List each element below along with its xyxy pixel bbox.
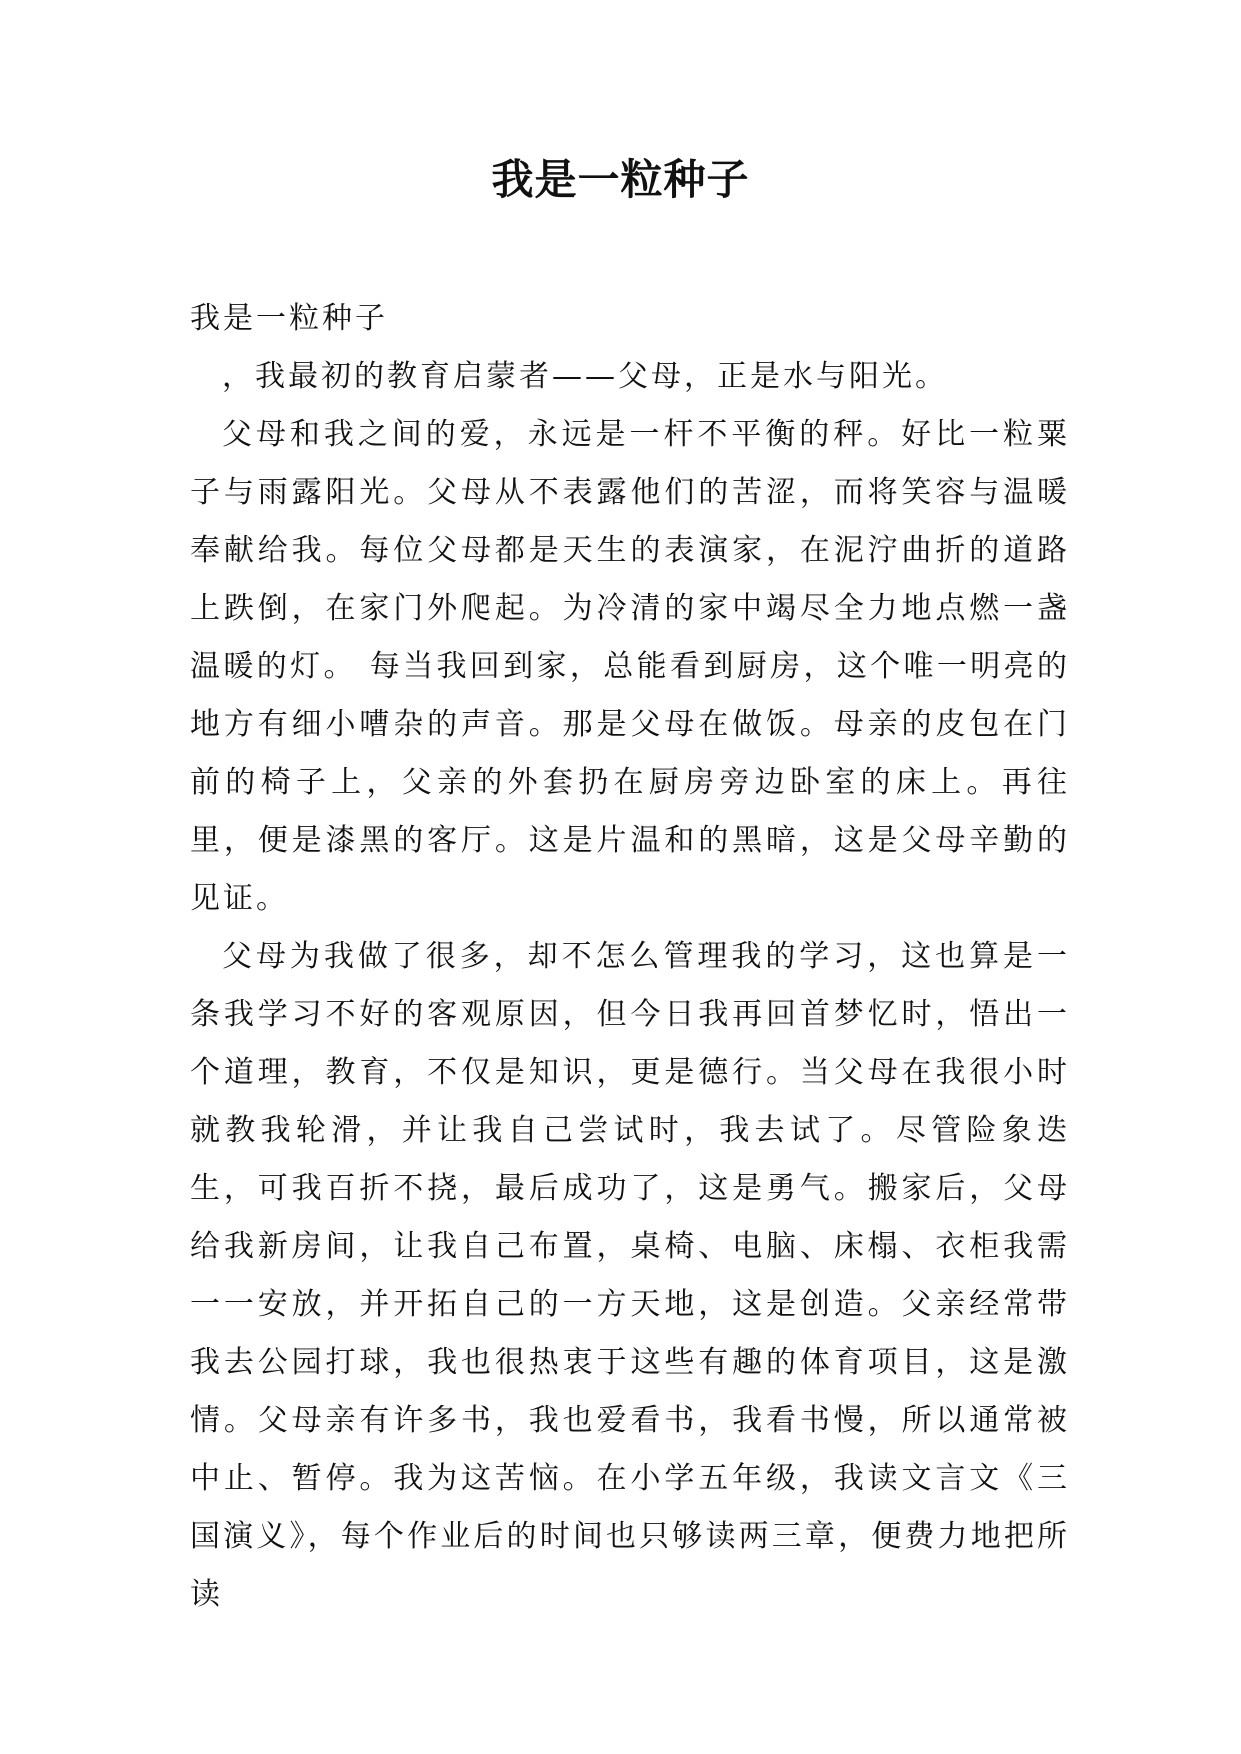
document-body <box>190 290 1070 1624</box>
paragraph: 父母为我做了很多，却不怎么管理我的学习，这也算是一条我学习不好的客观原因，但今日我再回首梦忆时，悟出一个道理，教育，不仅是知识，更是德行。当父母在我很小时就教我轮滑，并让我自己尝试时，我去试了。尽管险象迭生，可我百折不挠，最后成功了，这是勇气。搬家后，父母给我新房间，让我自己布置，桌椅、电脑、床榻、衣柜我需一一安放，并开拓自己的一方天地，这是创造。父亲经常带我去公园打球，我也很热衷于这些有趣的体育项目，这是激情。父母亲有许多书，我也爱看书，我看书慢，所以通常被中止、暂停。我为这苦恼。在小学五年级，我读文言文《三国演义》，每个作业后的时间也只够读两三章，便费力地把所读 <box>190 939 1070 1612</box>
paragraph: 父母和我之间的爱，永远是一杆不平衡的秤。好比一粒粟子与雨露阳光。父母从不表露他们的苦涩，而将笑容与温暖奉献给我。每位父母都是天生的表演家，在泥泞曲折的道路上跌倒，在家门外爬起。为冷清的家中竭尽全力地点燃一盏温暖的灯。 每当我回到家，总能看到厨房，这个唯一明亮的地方有细小嘈杂的声音。那是父母在做饭。母亲的皮包在门前的椅子上，父亲的外套扔在厨房旁边卧室的床上。再往里，便是漆黑的客厅。这是片温和的黑暗，这是父母辛勤的见证。 <box>190 417 1070 916</box>
document-title: 我是一粒种子 <box>491 155 750 204</box>
paragraph: ，我最初的教育启蒙者——父母，正是水与阳光。 <box>222 359 948 394</box>
paragraph-subtitle: 我是一粒种子 <box>190 301 388 336</box>
